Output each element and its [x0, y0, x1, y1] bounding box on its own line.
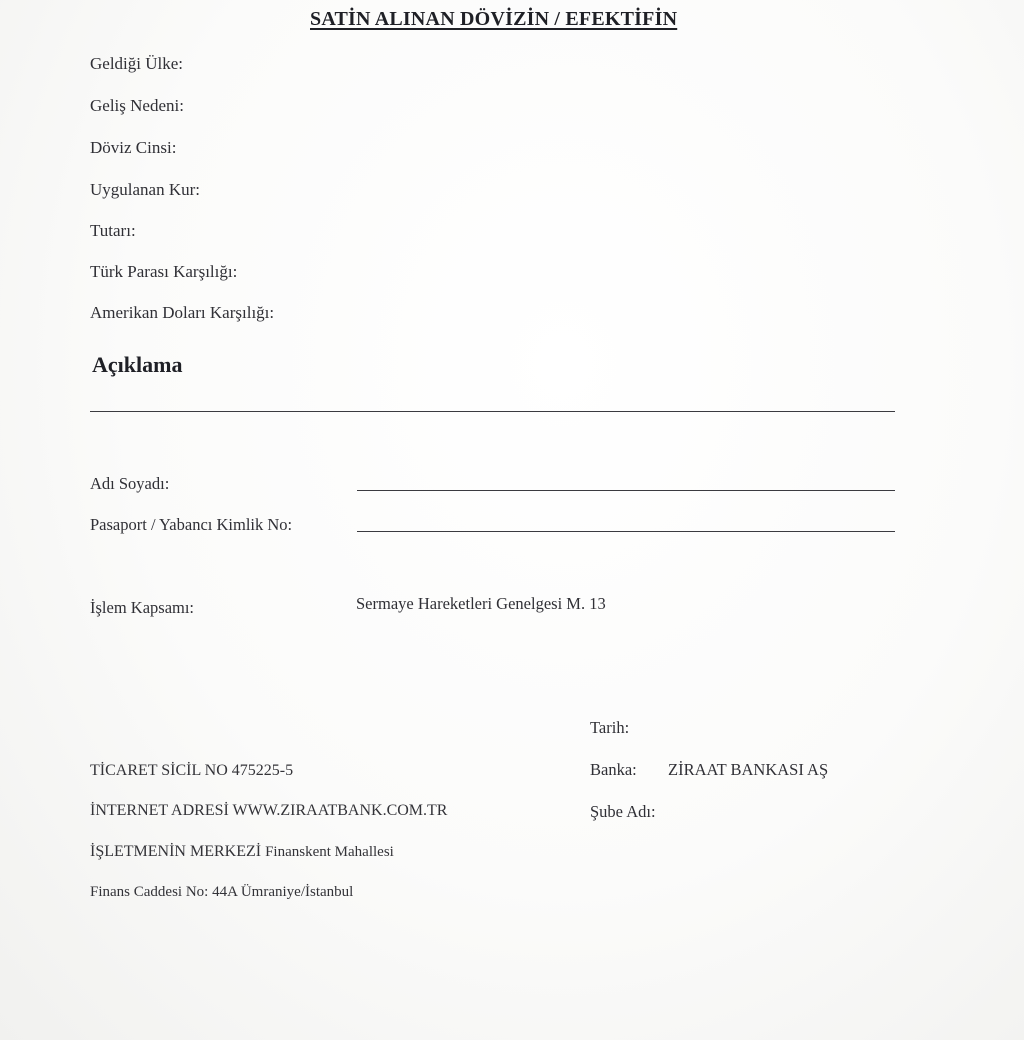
field-exchange-rate-label: Uygulanan Kur: — [90, 180, 201, 199]
passport-fill-line — [357, 531, 895, 532]
name-label: Adı Soyadı: — [90, 474, 170, 493]
name-fill-line — [357, 490, 895, 491]
field-reason-label: Geliş Nedeni: — [90, 96, 184, 115]
date-label: Tarih: — [590, 718, 630, 737]
headquarters-label: İŞLETMENİN MERKEZİ — [90, 843, 262, 860]
bank-label: Banka: — [590, 760, 637, 779]
field-try-equivalent-label: Türk Parası Karşılığı: — [90, 262, 238, 281]
field-origin-country-label: Geldiği Ülke: — [90, 54, 184, 73]
field-currency-type-label: Döviz Cinsi: — [90, 138, 177, 157]
headquarters-line — [90, 843, 394, 861]
headquarters-address: Finans Caddesi No: 44A Ümraniye/İstanbul — [90, 884, 354, 900]
branch-name-label: Şube Adı: — [590, 802, 656, 821]
field-amount-label: Tutarı: — [90, 221, 136, 240]
transaction-scope-label: İşlem Kapsamı: — [90, 598, 195, 617]
passport-label: Pasaport / Yabancı Kimlik No: — [90, 515, 293, 534]
explanation-line — [90, 411, 895, 412]
headquarters-value: Finanskent Mahallesi — [265, 844, 394, 860]
field-usd-equivalent-label: Amerikan Doları Karşılığı: — [90, 303, 275, 322]
trade-registry-number: TİCARET SİCİL NO 475225-5 — [90, 762, 294, 779]
internet-address: İNTERNET ADRESİ WWW.ZIRAATBANK.COM.TR — [90, 802, 448, 819]
explanation-heading: Açıklama — [92, 352, 183, 377]
transaction-scope-value: Sermaye Hareketleri Genelgesi M. 13 — [356, 594, 606, 613]
bank-name: ZİRAAT BANKASI AŞ — [668, 760, 829, 779]
document-title: SATİN ALINAN DÖVİZİN / EFEKTİFİN — [310, 8, 678, 30]
